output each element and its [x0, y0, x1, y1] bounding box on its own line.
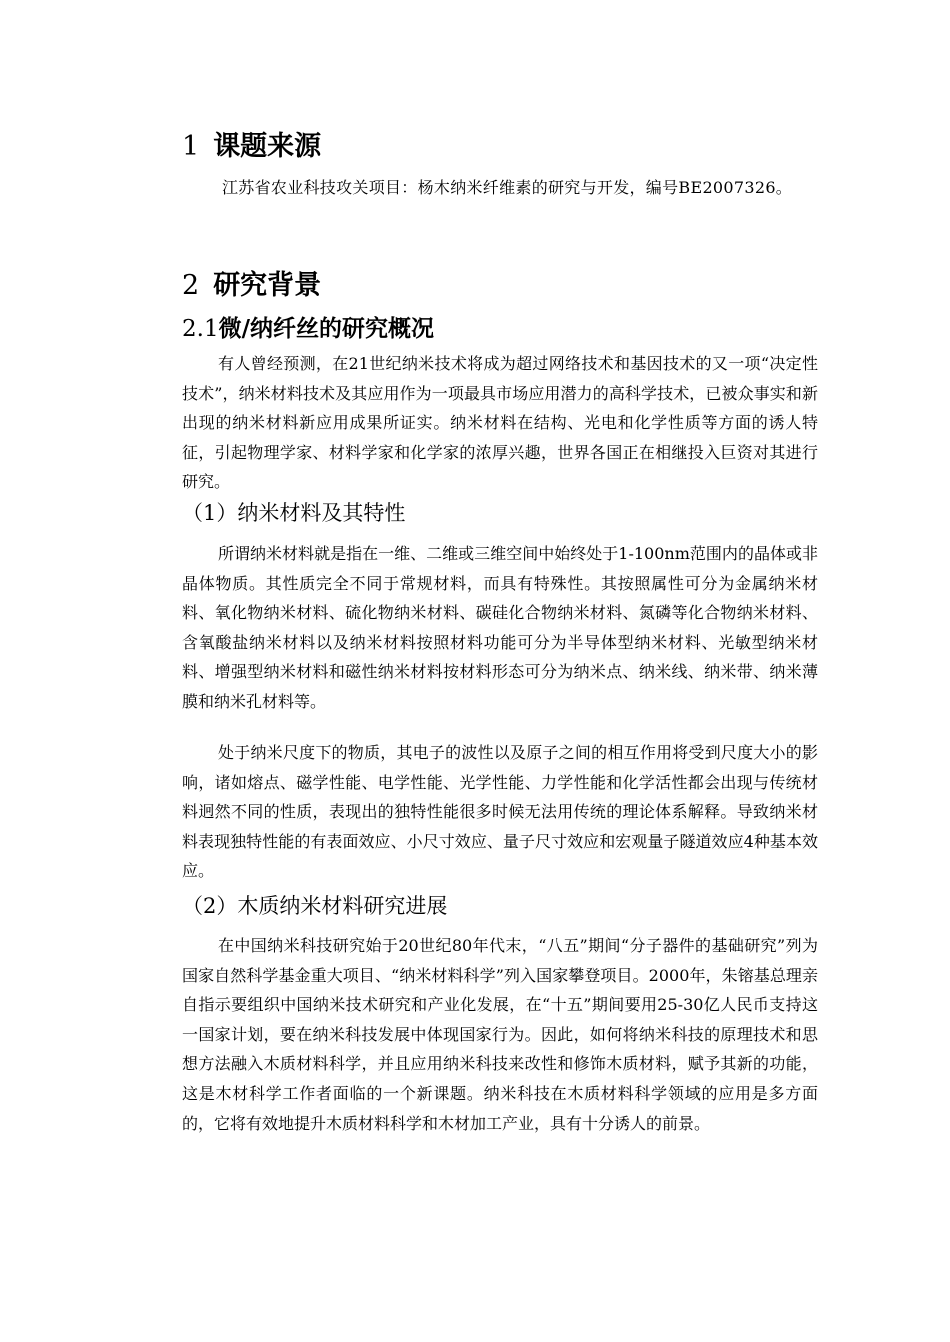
section-2-heading [182, 270, 321, 302]
section-2-1-number: 2.1 [182, 316, 219, 342]
part-2-paragraph-1: 在中国纳米科技研究始于20世纪80年代末，“八五”期间“分子器件的基础研究”列为国家自然科学基金重大项目、“纳米材料科学”列入国家攀登项目。2000年，朱镕基总理亲自指示要组织中国纳米技术研究和产业化发展，在“十五”期间要用25-30亿人民币支持这一国家计划，要在纳米科技发展中体现国家行为。因此，如何将纳米科技的原理技术和思想方法融入木质材料科学，并且应用纳米科技来改性和修饰木质材料，赋予其新的功能，这是木材科学工作者面临的一个新课题。纳米科技在木质材料科学领域的应用是多方面的，它将有效地提升木质材料科学和木材加工产业，具有十分诱人的前景。 [182, 936, 818, 1133]
part-1-paragraph-1: 所谓纳米材料就是指在一维、二维或三维空间中始终处于1-100nm范围内的晶体或非晶体物质。其性质完全不同于常规材料，而具有特殊性。其按照属性可分为金属纳米材料、氧化物纳米材料、硫化物纳米材料、碳硅化合物纳米材料、氮磷等化合物纳米材料、含氧酸盐纳米材料以及纳米材料按照材料功能可分为半导体型纳米材料、光敏型纳米材料、增强型纳米材料和磁性纳米材料按材料形态可分为纳米点、纳米线、纳米带、纳米薄膜和纳米孔材料等。 [182, 544, 818, 711]
part-1-paragraph-2: 处于纳米尺度下的物质，其电子的波性以及原子之间的相互作用将受到尺度大小的影响，诸如熔点、磁学性能、电学性能、光学性能、力学性能和化学活性都会出现与传统材料迥然不同的性质，表现出的独特性能很多时候无法用传统的理论体系解释。导致纳米材料表现独特性能的有表面效应、小尺寸效应、量子尺寸效应和宏观量子隧道效应4种基本效应。 [182, 743, 818, 881]
section-1-heading [182, 131, 321, 163]
part-2-heading: （2）木质纳米材料研究进展 [182, 894, 448, 918]
section-1-title: 课题来源 [213, 131, 322, 162]
section-2-title: 研究背景 [213, 270, 322, 301]
section-1-body: 江苏省农业科技攻关项目：杨木纳米纤维素的研究与开发，编号BE2007326。 [222, 178, 793, 197]
section-2-1-heading [182, 314, 434, 344]
section-2-number: 2 [182, 270, 200, 301]
section-1-number: 1 [182, 131, 200, 162]
intro-paragraph: 有人曾经预测，在21世纪纳米技术将成为超过网络技术和基因技术的又一项“决定性技术”，纳米材料技术及其应用作为一项最具市场应用潜力的高科学技术，已被众事实和新出现的纳米材料新应用成果所证实。纳米材料在结构、光电和化学性质等方面的诱人特征，引起物理学家、材料学家和化学家的浓厚兴趣，世界各国正在相继投入巨资对其进行研究。 [182, 354, 818, 492]
section-2-1-title: 微/纳纤丝的研究概况 [218, 315, 434, 342]
part-1-heading: （1）纳米材料及其特性 [182, 501, 406, 525]
